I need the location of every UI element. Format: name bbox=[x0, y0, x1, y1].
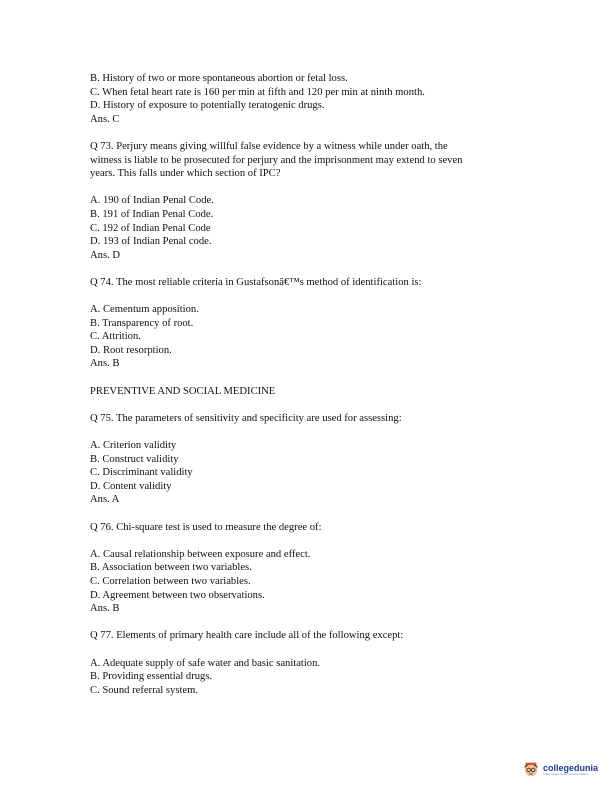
q73-option-c: C. 192 of Indian Penal Code bbox=[90, 222, 211, 234]
q76-option-b: B. Association between two variables. bbox=[90, 562, 252, 574]
q74-answer: Ans. B bbox=[90, 358, 120, 370]
student-mascot-icon bbox=[522, 760, 540, 778]
logo-wordmark: collegedunia bbox=[542, 762, 598, 773]
q72-option-d: D. History of exposure to potentially teratogenic drugs. bbox=[90, 100, 325, 112]
q73-answer: Ans. D bbox=[90, 249, 121, 261]
q73-question-line-1: Q 73. Perjury means giving willful false evidence by a witness while under oath, the bbox=[90, 140, 448, 152]
q75-option-a: A. Criterion validity bbox=[90, 440, 177, 452]
logo-tagline: India's largest Student Review Platform bbox=[542, 772, 589, 776]
q76-option-d: D. Agreement between two observations. bbox=[90, 589, 265, 601]
q76-question: Q 76. Chi-square test is used to measure the degree of: bbox=[90, 521, 322, 533]
document-page bbox=[90, 72, 530, 697]
q75-question: Q 75. The parameters of sensitivity and specificity are used for assessing: bbox=[90, 412, 402, 424]
q74-option-a: A. Cementum apposition. bbox=[90, 304, 199, 316]
q76-answer: Ans. B bbox=[90, 603, 120, 615]
q77-option-a: A. Adequate supply of safe water and basic sanitation. bbox=[90, 657, 321, 669]
q74-option-b: B. Transparency of root. bbox=[90, 317, 194, 329]
q77-question: Q 77. Elements of primary health care include all of the following except: bbox=[90, 630, 404, 642]
section-heading: PREVENTIVE AND SOCIAL MEDICINE bbox=[90, 385, 276, 397]
q73-question-line-2: witness is liable to be prosecuted for perjury and the imprisonment may extend to seven bbox=[90, 154, 463, 166]
q76-option-c: C. Correlation between two variables. bbox=[90, 575, 251, 587]
q73-option-a: A. 190 of Indian Penal Code. bbox=[90, 195, 214, 207]
q72-option-c: C. When fetal heart rate is 160 per min at fifth and 120 per min at ninth month. bbox=[90, 86, 425, 98]
q74-option-d: D. Root resorption. bbox=[90, 344, 172, 356]
q73-question-line-3: years. This falls under which section of IPC? bbox=[90, 168, 281, 180]
q74-question: Q 74. The most reliable criteria in Gustafsonâ€™s method of identification is: bbox=[90, 276, 422, 288]
q77-option-c: C. Sound referral system. bbox=[90, 684, 198, 696]
q73-option-b: B. 191 of Indian Penal Code. bbox=[90, 208, 214, 220]
q77-option-b: B. Providing essential drugs. bbox=[90, 671, 213, 683]
q72-answer: Ans. C bbox=[90, 113, 120, 125]
q75-option-c: C. Discriminant validity bbox=[90, 467, 193, 479]
q72-option-b: B. History of two or more spontaneous abortion or fetal loss. bbox=[90, 73, 348, 84]
collegedunia-logo bbox=[522, 760, 598, 778]
q73-option-d: D. 193 of Indian Penal code. bbox=[90, 236, 212, 248]
q75-answer: Ans. A bbox=[90, 494, 120, 506]
q76-option-a: A. Causal relationship between exposure and effect. bbox=[90, 548, 311, 560]
q74-option-c: C. Attrition. bbox=[90, 331, 141, 343]
q75-option-d: D. Content validity bbox=[90, 480, 172, 492]
q75-option-b: B. Construct validity bbox=[90, 453, 179, 465]
